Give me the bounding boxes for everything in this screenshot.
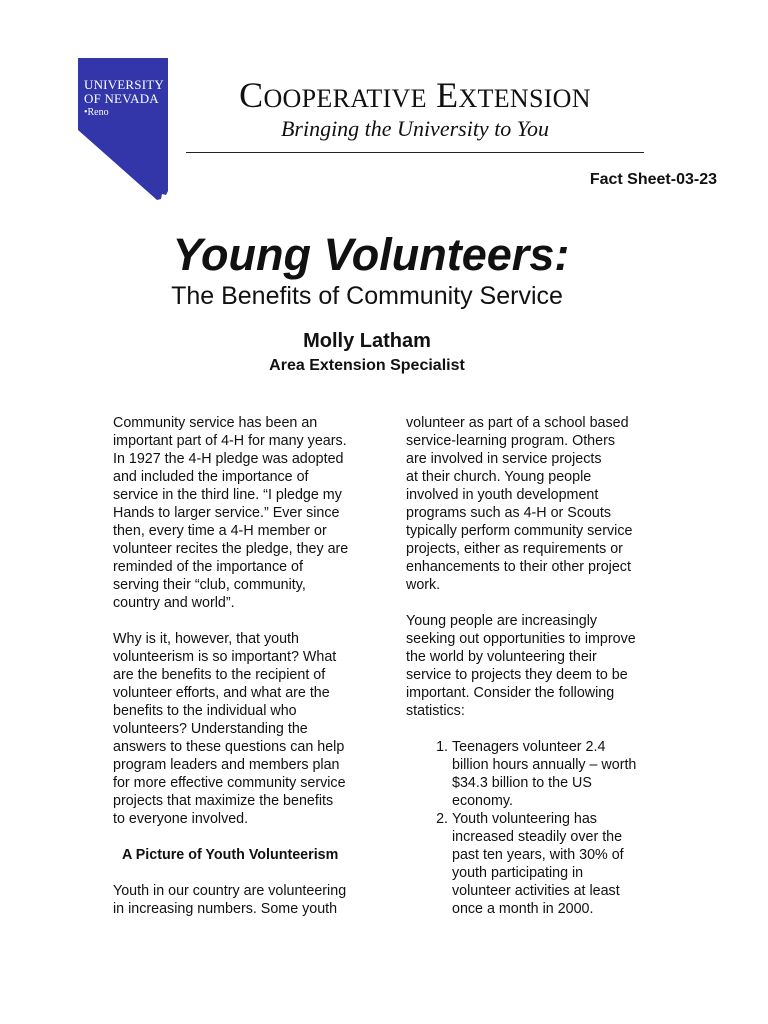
paragraph: Community service has been an important part of 4-H for many years. In 1927 the 4-H pledge was adopted and included the importance of service in the third line. “I pledge my Hands to larger service.” Ever since then, every time a 4-H member or volunteer recites the pledge, they are reminded of the importance of serving their “club, community, country and world”. (113, 415, 349, 611)
cooperative-extension-title (210, 74, 620, 120)
logo-line-1: UNIVERSITY (84, 77, 164, 92)
left-column (113, 414, 373, 918)
title-initial-c: C (239, 75, 264, 115)
document-title: Young Volunteers: (172, 229, 570, 280)
paragraph: Young people are increasingly seeking out opportunities to improve the world by volunteering their service to projects they deem to be important. Consider the following statistics: (406, 613, 636, 719)
university-of-nevada-logo (78, 58, 172, 201)
list-item: 1. Teenagers volunteer 2.4 billion hours annually – worth $34.3 billion to the US economy. (452, 738, 666, 810)
author-name: Molly Latham (303, 330, 431, 352)
header-divider (186, 152, 644, 153)
logo-university-name (84, 78, 164, 106)
tagline: Bringing the University to You (280, 116, 550, 141)
author-role: Area Extension Specialist (269, 357, 465, 374)
document-subtitle: The Benefits of Community Service (171, 282, 563, 310)
title-rest-extension: XTENSION (458, 84, 591, 113)
right-column (406, 414, 666, 918)
logo-reno: •Reno (84, 107, 109, 118)
section-heading: A Picture of Youth Volunteerism (122, 847, 339, 863)
fact-sheet-number: Fact Sheet-03-23 (589, 171, 717, 188)
title-rest-cooperative: OOPERATIVE (263, 84, 427, 113)
paragraph: Why is it, however, that youth volunteerism is so important? What are the benefits to the recipient of volunteer efforts, and what are the benefits to the individual who volunteers? Understanding the answers to these questions can help program leaders and members plan for more effective community service projects that maximize the benefits to everyone involved. (113, 631, 346, 827)
logo-line-2: OF NEVADA (84, 91, 159, 106)
title-initial-e: E (436, 75, 459, 115)
list-item: 2. Youth volunteering has increased steadily over the past ten years, with 30% of youth participating in volunteer activities at least once a month in 2000. (452, 810, 666, 918)
paragraph: volunteer as part of a school based service-learning program. Others are involved in service projects at their church. Young people involved in youth development programs such as 4-H or Scouts typically perform community service projects, either as requirements or enhancements to their other project work. (406, 415, 633, 593)
paragraph: Youth in our country are volunteering in increasing numbers. Some youth (113, 883, 347, 917)
statistics-list (406, 738, 666, 918)
